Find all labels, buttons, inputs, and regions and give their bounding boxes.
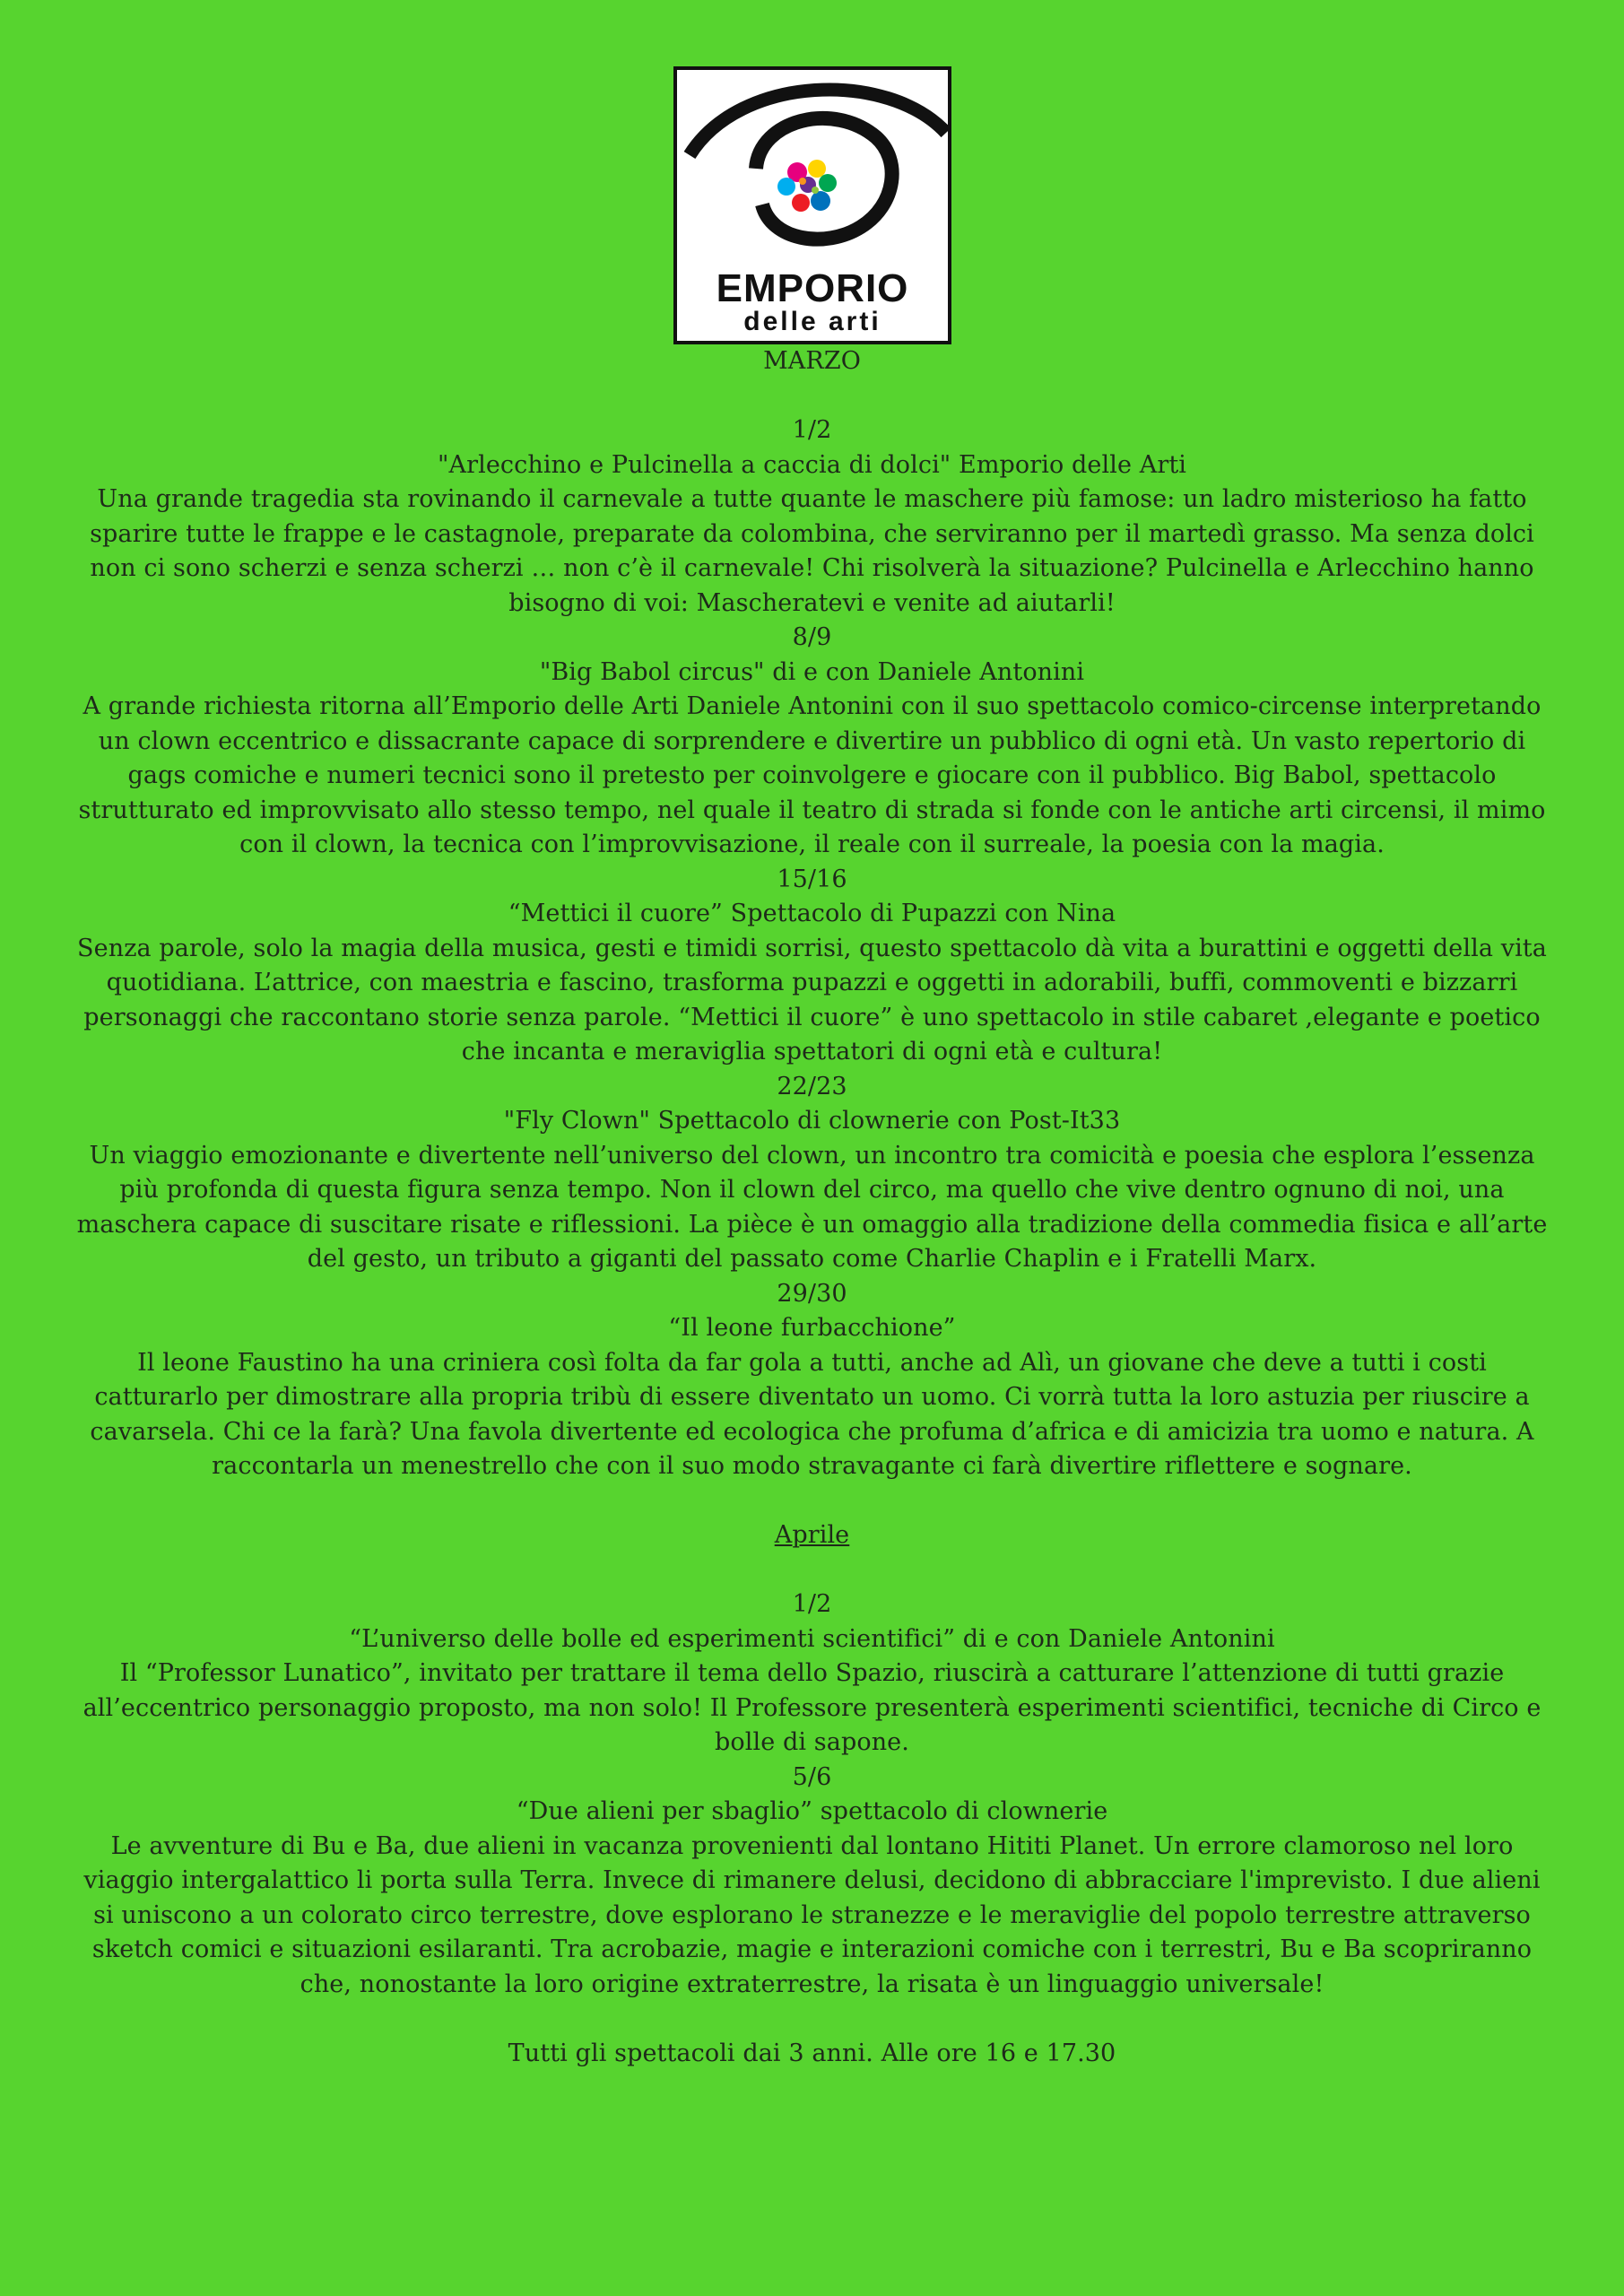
event-date: 22/23	[777, 1072, 847, 1100]
event-description: Le avventure di Bu e Ba, due alieni in vacanza provenienti dal lontano Hititi Planet. Un errore clamoroso nel loro viaggio intergalattico li porta sulla Terra. Invece di rimanere delusi, decidono di abbracciare l'imprevisto. I due alieni si uniscono a un colorato circo terrestre, dove esplorano le stranezze e le meraviglie del popolo terrestre attraverso sketch comici e situazioni esilaranti. Tra acrobazie, magie e interazioni comiche con i terrestri, Bu e Ba scopriranno che, nonostante la loro origine extraterrestre, la risata è un linguaggio universale!	[83, 1831, 1541, 1998]
event-date: 8/9	[792, 623, 832, 651]
event-description: Senza parole, solo la magia della musica, gesti e timidi sorrisi, questo spettacolo dà vita a burattini e oggetti della vita quotidiana. L’attrice, con maestria e fascino, trasforma pupazzi e oggetti in adorabili, buffi, commoventi e bizzarri personaggi che raccontano storie senza parole. “Mettici il cuore” è uno spettacolo in stile cabaret ,elegante e poetico che incanta e meraviglia spettatori di ogni età e cultura!	[77, 934, 1547, 1065]
event-title: “Mettici il cuore” Spettacolo di Pupazzi con Nina	[508, 900, 1116, 927]
logo-subtitle: delle arti	[743, 307, 881, 336]
footer-note: Tutti gli spettacoli dai 3 anni. Alle ore 16 e 17.30	[508, 2039, 1116, 2067]
event-description: A grande richiesta ritorna all’Emporio delle Arti Daniele Antonini con il suo spettacolo comico-circense interpretando un clown eccentrico e dissacrante capace di sorprendere e divertire un pubblico di ogni età. Un vasto repertorio di gags comiche e numeri tecnici sono il pretesto per coinvolgere e giocare con il pubblico. Big Babol, spettacolo strutturato ed improvvisato allo stesso tempo, nel quale il teatro di strada si fonde con le antiche arti circensi, il mimo con il clown, la tecnica con l’improvvisazione, il reale con il surreale, la poesia con la magia.	[78, 692, 1546, 858]
event-title: "Fly Clown" Spettacolo di clownerie con Post-It33	[503, 1107, 1121, 1135]
event-title: “Il leone furbacchione”	[668, 1314, 956, 1342]
event-date: 1/2	[792, 1590, 832, 1618]
month-heading-marzo: MARZO	[763, 347, 861, 375]
event-title: "Big Babol circus" di e con Daniele Antonini	[539, 657, 1085, 686]
event-date: 1/2	[792, 416, 832, 444]
month-heading-aprile: Aprile	[774, 1521, 850, 1549]
eye-logo-icon	[677, 70, 948, 341]
event-title: "Arlecchino e Pulcinella a caccia di dolci" Emporio delle Arti	[437, 450, 1187, 479]
event-description: Il “Professor Lunatico”, invitato per trattare il tema dello Spazio, riuscirà a catturare l’attenzione di tutti grazie all’eccentrico personaggio proposto, ma non solo! Il Professore presenterà esperimenti scientifici, tecniche di Circo e bolle di sapone.	[83, 1659, 1541, 1756]
event-title: “Due alieni per sbaglio” spettacolo di clownerie	[516, 1797, 1108, 1825]
program	[68, 344, 1557, 2071]
event-description: Il leone Faustino ha una criniera così folta da far gola a tutti, anche ad Alì, un giovane che deve a tutti i costi catturarlo per dimostrare alla propria tribù di essere diventato un uomo. Ci vorrà tutta la loro astuzia per riuscire a cavarsela. Chi ce la farà? Una favola divertente ed ecologica che profuma d’africa e di amicizia tra uomo e natura. A raccontarla un menestrello che con il suo modo stravagante ci farà divertire riflettere e sognare.	[90, 1348, 1534, 1480]
event-title: “L’universo delle bolle ed esperimenti scientifici” di e con Daniele Antonini	[349, 1624, 1275, 1653]
logo-title: EMPORIO	[716, 266, 908, 310]
event-date: 29/30	[777, 1279, 847, 1308]
event-description: Una grande tragedia sta rovinando il carnevale a tutte quante le maschere più famose: un ladro misterioso ha fatto sparire tutte le frappe e le castagnole, preparate da colombina, che serviranno per il martedì grasso. Ma senza dolci non ci sono scherzi e senza scherzi … non c’è il carnevale! Chi risolverà la situazione? Pulcinella e Arlecchino hanno bisogno di voi: Mascheratevi e venite ad aiutarli!	[90, 485, 1534, 617]
event-description: Un viaggio emozionante e divertente nell’universo del clown, un incontro tra comicità e poesia che esplora l’essenza più profonda di questa figura senza tempo. Non il clown del circo, ma quello che vive dentro ognuno di noi, una maschera capace di suscitare risate e riflessioni. La pièce è un omaggio alla tradizione della commedia fisica e all’arte del gesto, un tributo a giganti del passato come Charlie Chaplin e i Fratelli Marx.	[76, 1141, 1548, 1273]
event-date: 5/6	[792, 1762, 832, 1791]
event-date: 15/16	[777, 865, 847, 893]
logo	[673, 66, 951, 344]
